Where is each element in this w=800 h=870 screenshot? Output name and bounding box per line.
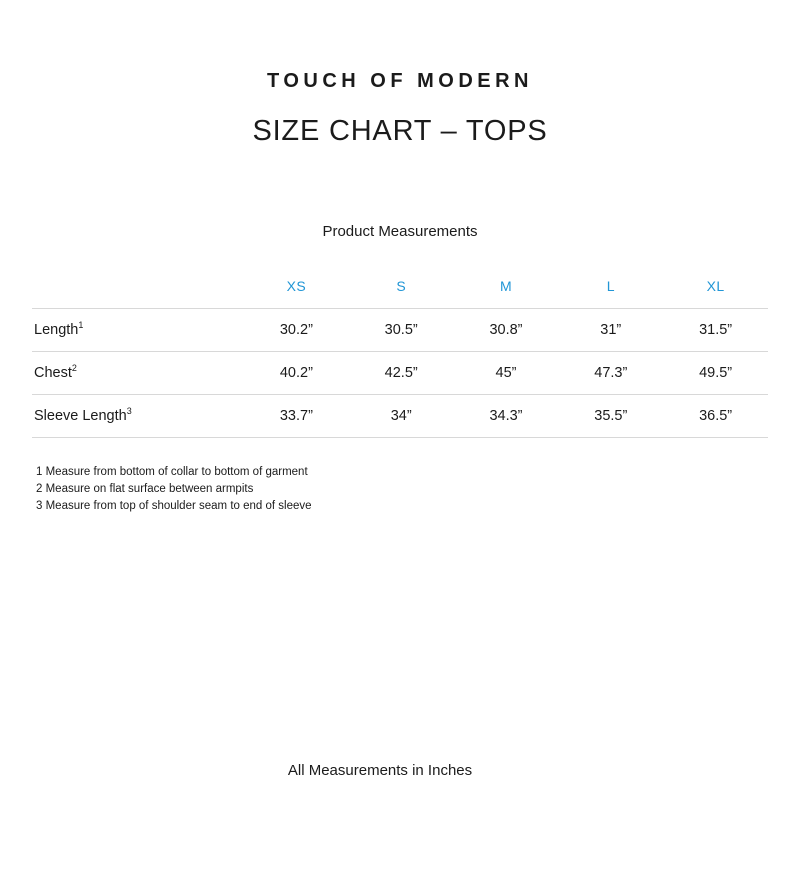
table-row [32,309,768,352]
row-footnote-marker: 3 [126,406,132,417]
row-label-chest [32,352,244,395]
cell-chest-xs: 40.2” [244,352,349,395]
footer-note: All Measurements in Inches [287,762,473,779]
row-label-text: Sleeve Length [34,408,127,424]
section-heading: Product Measurements [322,223,478,240]
row-label-length [32,309,244,352]
cell-chest-xl: 49.5” [663,352,768,395]
footnote-2: 2 Measure on flat surface between armpits [36,483,254,495]
size-table-wrap [32,264,768,438]
row-label-text: Chest [34,365,72,381]
cell-length-m: 30.8” [454,309,559,352]
size-chart-table [32,264,768,438]
size-chart-document [0,70,800,870]
cell-sleeve-s: 34” [349,395,454,438]
cell-length-s: 30.5” [349,309,454,352]
cell-length-l: 31” [558,309,663,352]
cell-chest-m: 45” [454,352,559,395]
cell-sleeve-xl: 36.5” [663,395,768,438]
cell-sleeve-l: 35.5” [558,395,663,438]
cell-sleeve-xs: 33.7” [244,395,349,438]
row-label-text: Length [34,322,79,338]
footnotes [36,464,800,515]
column-header-l: L [606,278,615,294]
table-header-row [32,264,768,309]
column-header-xs: XS [286,278,307,294]
footnote-3: 3 Measure from top of shoulder seam to end of sleeve [36,500,312,512]
cell-length-xl: 31.5” [663,309,768,352]
cell-chest-l: 47.3” [558,352,663,395]
column-header-m: M [499,278,513,294]
cell-length-xs: 30.2” [244,309,349,352]
cell-chest-s: 42.5” [349,352,454,395]
brand-wordmark: TOUCH OF MODERN [266,70,533,92]
row-footnote-marker: 2 [71,363,77,374]
table-row [32,352,768,395]
footnote-1: 1 Measure from bottom of collar to bottom of garment [36,466,308,478]
column-header-xl: XL [706,278,725,294]
page-title: SIZE CHART – TOPS [252,115,548,147]
row-footnote-marker: 1 [78,320,84,331]
table-row [32,395,768,438]
column-header-label [32,264,244,309]
column-header-s: S [396,278,407,294]
cell-sleeve-m: 34.3” [454,395,559,438]
row-label-sleeve-length [32,395,244,438]
